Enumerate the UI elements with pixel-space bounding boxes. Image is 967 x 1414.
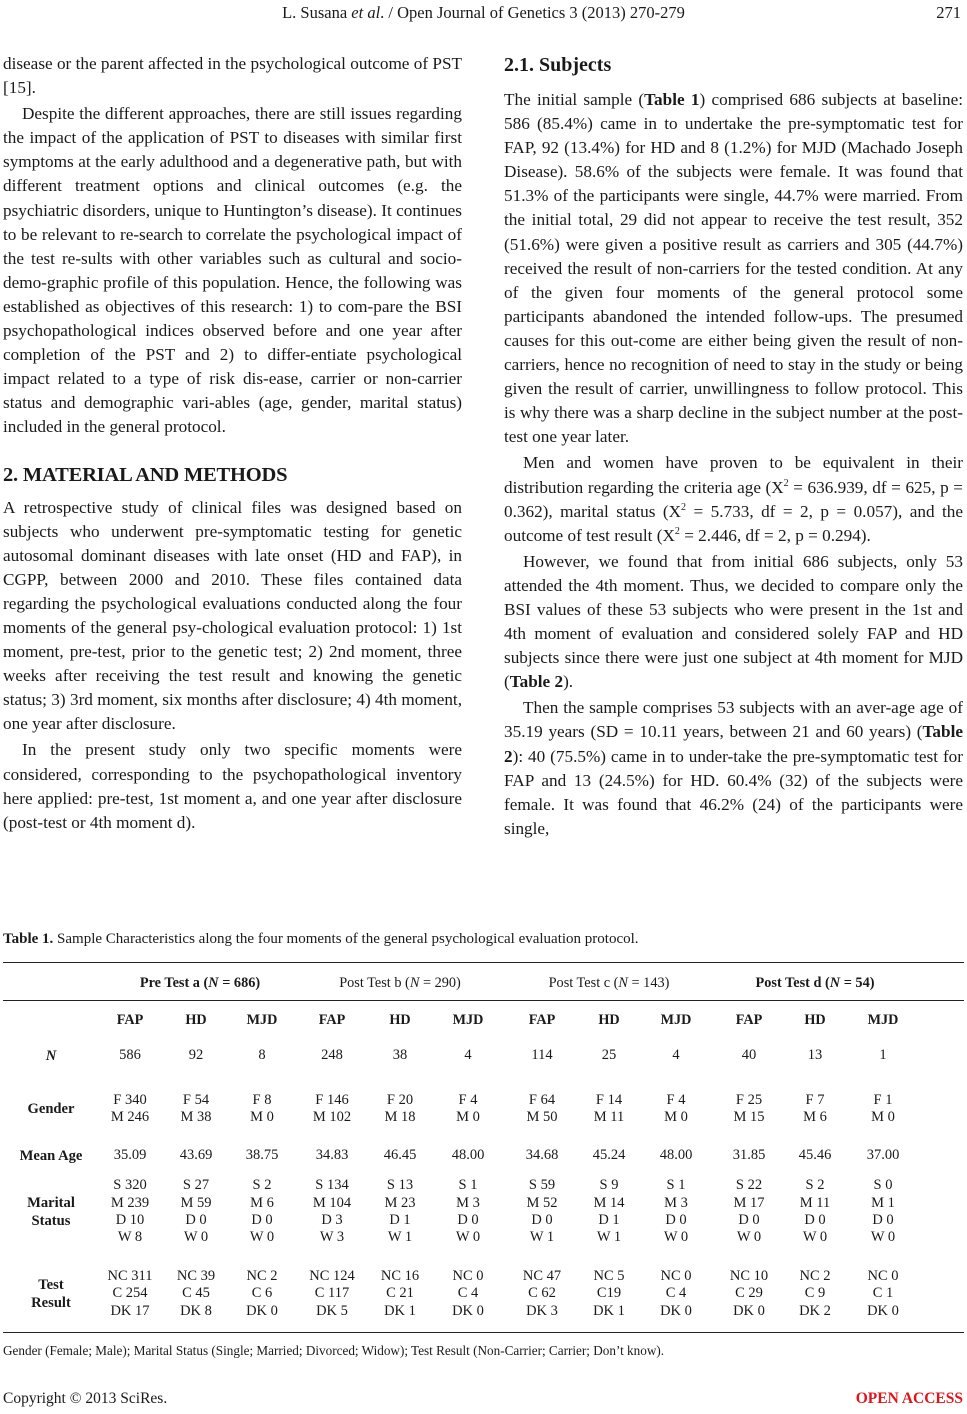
group-header-part: N <box>618 975 628 991</box>
table-caption-text: Sample Characteristics along the four moments of the general psychological evaluation protocol. <box>53 931 639 947</box>
table-row-label <box>6 1100 96 1118</box>
cell-value: S 2 <box>252 1177 272 1194</box>
cell-value: W 8 <box>117 1229 143 1246</box>
cell-value: C 4 <box>457 1285 479 1302</box>
cell-value: C 62 <box>528 1285 556 1302</box>
paragraph: A retrospective study of clinical files was designed based on subjects who underwent pre-symptomatic testing for genetic autosomal dominant diseases with late onset (HD and FAP), in CGPP, between 2000 and 2010. These files contained data regarding the psychological evaluations conducted along the four moments of the general psy-chological evaluation protocol: 1) 1st moment, pre-test, prior to the genetic test; 2) 2nd moment, three weeks after receiving the test result and knowing the genetic status; 3) 3rd moment, six months after disclosure; 4) 4th moment, one year after disclosure. <box>3 497 462 734</box>
table-column-header: HD <box>598 1012 620 1028</box>
cell-value: W 0 <box>455 1229 481 1246</box>
cell-value: DK 0 <box>733 1302 765 1319</box>
cell-value: 43.69 <box>179 1147 213 1164</box>
cell-value: M 38 <box>180 1108 212 1125</box>
cell-value: M 6 <box>803 1108 827 1125</box>
cell-value: C 9 <box>804 1285 826 1302</box>
cell-value: 34.68 <box>525 1147 559 1164</box>
cell-value: F 14 <box>595 1091 623 1108</box>
cell-value: M 23 <box>384 1194 416 1211</box>
superscript: 2 <box>674 525 680 537</box>
table-cell <box>428 1092 508 1127</box>
cell-value: DK 0 <box>660 1302 692 1319</box>
cell-value: D 0 <box>185 1211 207 1228</box>
cell-value: NC 5 <box>593 1268 625 1285</box>
cell-value: D 10 <box>115 1211 145 1228</box>
row-label-line: Test <box>38 1277 64 1293</box>
cell-value: NC 2 <box>246 1268 278 1285</box>
cell-value: C 4 <box>665 1285 687 1302</box>
cell-value: 4 <box>464 1047 472 1064</box>
cell-value: F 25 <box>735 1091 763 1108</box>
cell-value: C 254 <box>112 1285 148 1302</box>
cell-value: D 0 <box>457 1211 479 1228</box>
cell-value: M 239 <box>110 1194 150 1211</box>
cell-value: S 27 <box>182 1177 210 1194</box>
table-group-header <box>100 972 300 994</box>
cell-value: NC 0 <box>867 1268 899 1285</box>
table-reference-link[interactable]: Table 2 <box>509 672 564 692</box>
cell-value: NC 2 <box>799 1268 831 1285</box>
cell-value: W 1 <box>387 1229 413 1246</box>
cell-value: D 0 <box>738 1211 760 1228</box>
cell-value: D 1 <box>598 1211 620 1228</box>
cell-value: C 1 <box>872 1285 894 1302</box>
cell-value: DK 2 <box>799 1302 831 1319</box>
cell-value: DK 3 <box>526 1302 558 1319</box>
cell-value: DK 17 <box>110 1302 150 1319</box>
cell-value: M 50 <box>526 1108 558 1125</box>
table-cell <box>222 1268 302 1320</box>
page-number: 271 <box>936 3 961 22</box>
table-reference-link[interactable]: Table 2 <box>504 722 963 766</box>
table-cell <box>428 1177 508 1246</box>
cell-value: M 102 <box>312 1108 352 1125</box>
cell-value: F 4 <box>666 1091 686 1108</box>
cell-value: DK 0 <box>452 1302 484 1319</box>
table-footnote: Gender (Female; Male); Marital Status (Single; Married; Divorced; Widow); Test Result (Non-Carrier; Carrier; Don’t know). <box>3 1343 665 1358</box>
cell-value: M 3 <box>664 1194 688 1211</box>
table-row-label <box>6 1147 96 1165</box>
cell-value: W 0 <box>663 1229 689 1246</box>
cell-value: S 9 <box>599 1177 619 1194</box>
table-cell <box>428 1047 508 1064</box>
table-group-header <box>509 972 709 994</box>
table-column-header: MJD <box>867 1012 899 1028</box>
cell-value: S 13 <box>386 1177 414 1194</box>
cell-value: S 1 <box>666 1177 686 1194</box>
running-title <box>0 2 967 24</box>
cell-value: 4 <box>672 1047 680 1064</box>
table-cell <box>843 1147 923 1164</box>
cell-value: M 59 <box>180 1194 212 1211</box>
cell-value: S 320 <box>113 1177 147 1194</box>
cell-value: 38 <box>392 1047 408 1064</box>
cell-value: 13 <box>807 1047 823 1064</box>
cell-value: 31.85 <box>732 1147 766 1164</box>
table-bottom-rule <box>3 1332 964 1333</box>
text: ). <box>563 672 574 692</box>
cell-value: 25 <box>601 1047 617 1064</box>
row-label-line: Mean Age <box>19 1148 83 1164</box>
cell-value: NC 311 <box>107 1268 153 1285</box>
superscript: 2 <box>681 501 687 513</box>
row-label-line: N <box>45 1048 57 1064</box>
text: ) comprised 686 subjects at baseline: 586 (85.4%) came in to undertake the pre-symptomatic test for FAP, 92 (13.4%) for HD and 8 (1.2%) for MJD (Machado Joseph Disease). 58.6% of the subjects were female. It was found that 51.3% of the participants were single, 44.7% were married. From the initial total, 29 did not appear to receive the test result, 352 (51.6%) were given a positive result as carriers and 305 (44.7%) received the result of non-carriers for the tested condition. At any of the given four moments of the general protocol some participants abandoned the intended follow-ups. The presumed causes for this out-come are either being given the result of non-carriers, hence no recognition of need to stay in the study or being given the result of carrier, unwillingness to follow protocol. This is why there was a sharp decline in the subject number at the post-test one year later. <box>504 90 963 447</box>
cell-value: 34.83 <box>315 1147 349 1164</box>
cell-value: M 14 <box>593 1194 625 1211</box>
cell-value: C 29 <box>735 1285 763 1302</box>
table-cell <box>843 1092 923 1127</box>
row-label-line: Gender <box>27 1101 75 1117</box>
cell-value: DK 0 <box>867 1302 899 1319</box>
running-title-authors: L. Susana <box>282 3 352 22</box>
table-cell <box>222 1047 302 1064</box>
cell-value: M 18 <box>384 1108 416 1125</box>
cell-value: F 54 <box>182 1091 210 1108</box>
superscript: 2 <box>783 477 789 489</box>
group-header-part: N <box>409 975 420 991</box>
cell-value: M 1 <box>871 1194 895 1211</box>
cell-value: S 22 <box>735 1177 763 1194</box>
cell-value: NC 16 <box>380 1268 420 1285</box>
paragraph: Despite the different approaches, there are still issues regarding the impact of the application of PST to diseases with similar first symptoms at the early adulthood and a degenerative path, but with different treatment options and clinical outcomes (e.g. the psychiatric disorders, unique to Huntington’s disease). It continues to be relevant to re-search to correlate the psychological impact of the test re-sults with other variables such as cultural and socio-demo-graphic profile of this population. Hence, the following was established as objectives of this research: 1) to com-pare the BSI psychopathological indices observed before and one year after completion of the PST and 2) to differ-entiate psychological impact related to a type of risk dis-ease, carrier or non-carrier status and demographic vari-ables (age, gender, marital status) included in the general protocol. <box>3 104 462 437</box>
cell-value: DK 0 <box>246 1302 278 1319</box>
group-header-part: N <box>829 975 841 991</box>
copyright: Copyright © 2013 SciRes. <box>3 1390 168 1407</box>
cell-value: 92 <box>188 1047 204 1064</box>
cell-value: S 2 <box>805 1177 825 1194</box>
table-cell <box>222 1147 302 1164</box>
cell-value: F 8 <box>252 1091 272 1108</box>
cell-value: F 146 <box>315 1091 349 1108</box>
cell-value: S 59 <box>528 1177 556 1194</box>
cell-value: D 0 <box>665 1211 687 1228</box>
cell-value: 114 <box>531 1047 553 1064</box>
cell-value: 37.00 <box>866 1147 900 1164</box>
table-cell <box>428 1268 508 1320</box>
table-cell <box>636 1092 716 1127</box>
group-header-part: Post Test b ( <box>339 975 410 991</box>
group-header-part: Pre Test a ( <box>139 975 209 991</box>
cell-value: M 17 <box>733 1194 765 1211</box>
table-column-header: FAP <box>116 1012 144 1028</box>
cell-value: F 20 <box>386 1091 414 1108</box>
cell-value: M 6 <box>250 1194 274 1211</box>
cell-value: W 0 <box>736 1229 762 1246</box>
cell-value: S 1 <box>458 1177 478 1194</box>
cell-value: NC 0 <box>452 1268 484 1285</box>
cell-value: 586 <box>119 1047 141 1064</box>
table-cell <box>843 1047 923 1064</box>
table-header-rule <box>3 1000 964 1001</box>
cell-value: M 0 <box>250 1108 274 1125</box>
cell-value: F 1 <box>873 1091 893 1108</box>
text: = 2.446, df = 2, p = 0.294). <box>679 525 871 545</box>
cell-value: M 11 <box>799 1194 831 1211</box>
table-cell <box>636 1177 716 1246</box>
table-top-rule <box>3 962 964 963</box>
left-column <box>3 52 462 835</box>
table-column-header: HD <box>804 1012 826 1028</box>
text: However, we found that from initial 686 subjects, only 53 attended the 4th moment. Thus, we decided to compare only the BSI values of these 53 subjects who were present in the 1st and 4th moment of evaluation and considered solely FAP and HD subjects since there were just one subject at 4th moment for MJD ( <box>504 551 963 692</box>
text: ): 40 (75.5%) came in to under-take the pre-symptomatic test for FAP and 13 (24.5%) for HD. 60.4% (32) of the subjects were female. It was found that 46.2% (24) of the participants were single, <box>504 746 963 838</box>
cell-value: D 0 <box>251 1211 273 1228</box>
row-label-line: Status <box>31 1213 71 1229</box>
cell-value: 248 <box>321 1047 343 1064</box>
cell-value: DK 5 <box>316 1302 348 1319</box>
cell-value: D 0 <box>804 1211 826 1228</box>
table-reference-link[interactable]: Table 1 <box>644 90 700 109</box>
cell-value: 45.46 <box>798 1147 832 1164</box>
running-title-etal: et al <box>351 3 381 22</box>
running-title-journal: . / Open Journal of Genetics 3 (2013) 270-279 <box>380 3 685 22</box>
table-column-header: FAP <box>318 1012 346 1028</box>
paragraph <box>504 451 963 547</box>
cell-value: 1 <box>879 1047 887 1064</box>
table-column-header: MJD <box>452 1012 484 1028</box>
paragraph: In the present study only two specific moments were considered, corresponding to the psychopathological inventory here applied: pre-test, 1st moment a, and one year after disclosure (post-test or 4th moment d). <box>3 740 462 832</box>
cell-value: F 64 <box>528 1091 556 1108</box>
row-label-line: Result <box>31 1295 71 1311</box>
group-header-part: = 686) <box>218 975 261 991</box>
cell-value: NC 124 <box>309 1268 355 1285</box>
table-caption-label: Table 1. <box>3 931 54 947</box>
table-cell <box>843 1177 923 1246</box>
group-header-part: N <box>208 975 219 991</box>
cell-value: C 6 <box>251 1285 273 1302</box>
cell-value: DK 8 <box>180 1302 212 1319</box>
table-column-header: FAP <box>735 1012 763 1028</box>
group-header-part: = 143) <box>627 975 670 991</box>
table-row-label <box>6 1047 96 1065</box>
cell-value: D 0 <box>872 1211 894 1228</box>
table-cell <box>843 1268 923 1320</box>
group-header-part: = 54) <box>840 975 875 991</box>
subsection-heading: 2.1. Subjects <box>504 54 612 76</box>
cell-value: D 3 <box>321 1211 343 1228</box>
cell-value: F 4 <box>458 1091 478 1108</box>
table-cell <box>636 1047 716 1064</box>
row-label-line: Marital <box>27 1195 75 1211</box>
text: Men and women have proven to be equivalent in their distribution regarding the criteria age (X <box>504 453 963 497</box>
cell-value: 45.24 <box>592 1147 626 1164</box>
table-row-label <box>6 1276 96 1312</box>
cell-value: M 246 <box>110 1108 150 1125</box>
cell-value: S 0 <box>873 1177 893 1194</box>
cell-value: 35.09 <box>113 1147 147 1164</box>
cell-value: C 117 <box>314 1285 350 1302</box>
table-cell <box>222 1092 302 1127</box>
group-header-part: = 290) <box>419 975 461 991</box>
text: Then the sample comprises 53 subjects with an aver-age age of 35.19 years (SD = 10.11 years, between 21 and 60 years) ( <box>504 698 963 742</box>
section-heading: 2. MATERIAL AND METHODS <box>3 463 288 486</box>
table-group-header <box>715 972 915 994</box>
table-column-header: MJD <box>246 1012 278 1028</box>
cell-value: F 340 <box>113 1091 147 1108</box>
cell-value: F 7 <box>805 1091 825 1108</box>
cell-value: C 45 <box>182 1285 210 1302</box>
table-cell <box>636 1268 716 1320</box>
table-column-header: MJD <box>660 1012 692 1028</box>
cell-value: NC 0 <box>660 1268 692 1285</box>
cell-value: W 0 <box>183 1229 209 1246</box>
cell-value: 40 <box>741 1047 757 1064</box>
cell-value: M 0 <box>456 1108 480 1125</box>
cell-value: D 0 <box>531 1211 553 1228</box>
cell-value: M 104 <box>312 1194 352 1211</box>
open-access-badge: OPEN ACCESS <box>855 1390 963 1407</box>
cell-value: 46.45 <box>383 1147 417 1164</box>
table-caption <box>3 929 639 949</box>
cell-value: M 0 <box>871 1108 895 1125</box>
paragraph <box>504 88 963 449</box>
cell-value: 8 <box>258 1047 266 1064</box>
cell-value: S 134 <box>315 1177 349 1194</box>
cell-value: C 21 <box>386 1285 414 1302</box>
cell-value: 48.00 <box>659 1147 693 1164</box>
table-row-label <box>6 1194 96 1230</box>
text: = 636.939, df = 625, p = 0.362), marital status (X <box>504 477 963 521</box>
cell-value: M 3 <box>456 1194 480 1211</box>
cell-value: C19 <box>596 1285 622 1302</box>
cell-value: 38.75 <box>245 1147 279 1164</box>
text: = 5.733, df = 2, p = 0.057), and the outcome of test result (X <box>504 501 964 545</box>
cell-value: W 0 <box>802 1229 828 1246</box>
cell-value: DK 1 <box>593 1302 625 1319</box>
cell-value: M 11 <box>593 1108 625 1125</box>
cell-value: W 3 <box>319 1229 345 1246</box>
table-cell <box>428 1147 508 1164</box>
paragraph <box>504 696 963 841</box>
table-column-header: FAP <box>528 1012 556 1028</box>
cell-value: W 0 <box>249 1229 275 1246</box>
paragraph <box>504 550 963 695</box>
paragraph: disease or the parent affected in the psychological outcome of PST [15]. <box>3 54 462 98</box>
running-head <box>0 2 967 24</box>
table-cell <box>222 1177 302 1246</box>
group-header-part: Post Test d ( <box>755 975 830 991</box>
right-column <box>504 52 963 841</box>
cell-value: W 1 <box>596 1229 622 1246</box>
table-group-header <box>300 972 500 994</box>
cell-value: NC 39 <box>176 1268 216 1285</box>
table-cell <box>636 1147 716 1164</box>
cell-value: M 15 <box>733 1108 765 1125</box>
cell-value: W 0 <box>870 1229 896 1246</box>
cell-value: NC 10 <box>729 1268 769 1285</box>
cell-value: M 0 <box>664 1108 688 1125</box>
cell-value: W 1 <box>529 1229 555 1246</box>
table-column-header: HD <box>185 1012 207 1028</box>
cell-value: D 1 <box>389 1211 411 1228</box>
cell-value: 48.00 <box>451 1147 485 1164</box>
cell-value: DK 1 <box>384 1302 416 1319</box>
group-header-part: Post Test c ( <box>548 975 619 991</box>
cell-value: M 52 <box>526 1194 558 1211</box>
cell-value: NC 47 <box>522 1268 562 1285</box>
text: The initial sample ( <box>504 90 645 109</box>
table-column-header: HD <box>389 1012 411 1028</box>
